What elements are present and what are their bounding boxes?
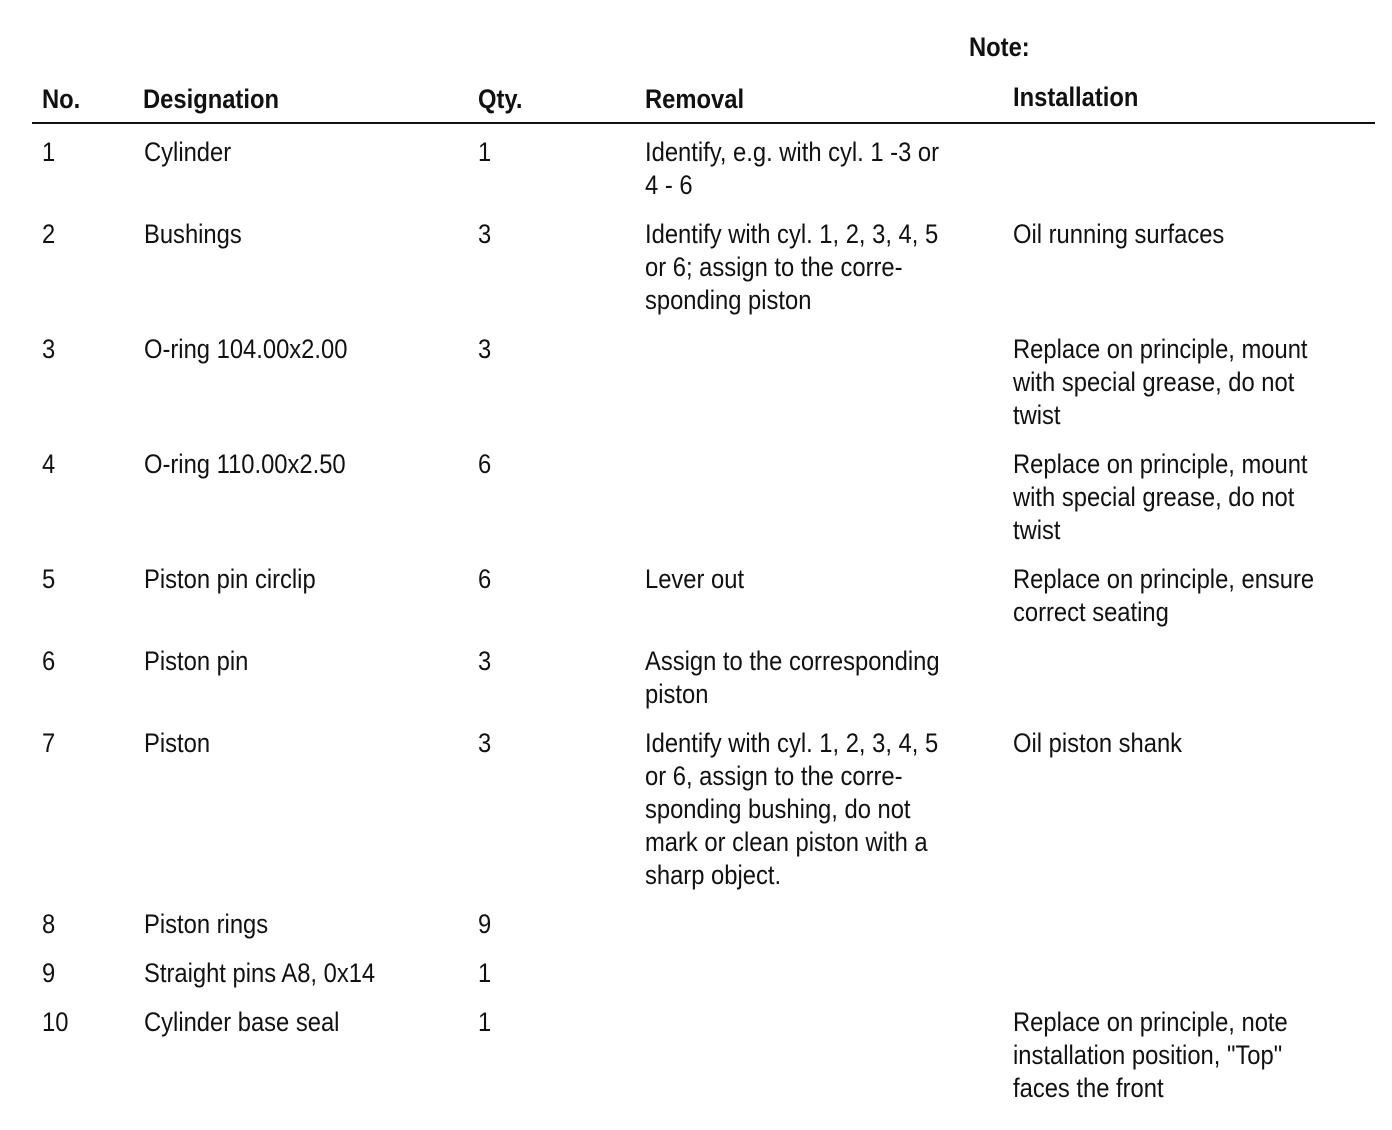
cell-removal	[645, 136, 939, 202]
header-designation: Designation	[143, 84, 279, 114]
cell-installation-line: with special grease, do not	[1013, 367, 1295, 397]
cell-removal-line: Lever out	[645, 564, 745, 594]
cell-designation: Cylinder base seal	[144, 1007, 340, 1037]
cell-installation	[1013, 218, 1224, 251]
cell-no: 3	[42, 334, 56, 364]
cell-installation-line: correct seating	[1013, 597, 1169, 627]
cell-no: 5	[42, 564, 56, 594]
cell-removal-line: Identify, e.g. with cyl. 1 -3 or	[645, 137, 940, 167]
cell-designation: Bushings	[144, 219, 242, 249]
note-label: Note:	[969, 32, 1030, 62]
cell-removal	[645, 218, 938, 317]
cell-installation-line: Replace on principle, mount	[1013, 334, 1308, 364]
header-rule	[32, 122, 1375, 124]
cell-qty: 3	[478, 334, 492, 364]
cell-designation: Cylinder	[144, 137, 232, 167]
cell-no: 6	[42, 646, 56, 676]
cell-designation: Straight pins A8, 0x14	[144, 958, 376, 988]
cell-installation-line: Replace on principle, note	[1013, 1007, 1288, 1037]
cell-removal-line: piston	[645, 679, 709, 709]
cell-removal-line: sponding bushing, do not	[645, 794, 911, 824]
cell-installation-line: faces the front	[1013, 1073, 1164, 1103]
cell-designation: Piston	[144, 728, 211, 758]
cell-designation: Piston rings	[144, 909, 269, 939]
cell-removal-line: Identify with cyl. 1, 2, 3, 4, 5	[645, 728, 939, 758]
cell-no: 8	[42, 909, 56, 939]
cell-no: 4	[42, 449, 56, 479]
cell-installation-line: installation position, "Top"	[1013, 1040, 1283, 1070]
cell-installation-line: twist	[1013, 400, 1061, 430]
cell-installation	[1013, 727, 1182, 760]
header-qty: Qty.	[478, 84, 523, 114]
cell-installation-line: Oil piston shank	[1013, 728, 1183, 758]
cell-removal-line: sharp object.	[645, 860, 782, 890]
cell-installation-line: twist	[1013, 515, 1061, 545]
cell-no: 9	[42, 958, 56, 988]
cell-installation	[1013, 1006, 1288, 1105]
cell-removal	[645, 727, 938, 892]
cell-installation	[1013, 448, 1308, 547]
cell-removal-line: mark or clean piston with a	[645, 827, 928, 857]
cell-qty: 9	[478, 909, 492, 939]
cell-designation: Piston pin	[144, 646, 249, 676]
cell-qty: 3	[478, 728, 492, 758]
cell-removal	[645, 563, 744, 596]
cell-designation: O-ring 104.00x2.00	[144, 334, 348, 364]
cell-removal-line: 4 - 6	[645, 170, 693, 200]
cell-designation: O-ring 110.00x2.50	[144, 449, 346, 479]
cell-installation	[1013, 333, 1308, 432]
cell-installation-line: Replace on principle, ensure	[1013, 564, 1315, 594]
cell-qty: 1	[478, 958, 492, 988]
cell-installation-line: with special grease, do not	[1013, 482, 1295, 512]
table-header	[0, 84, 1392, 120]
cell-installation-line: Oil running surfaces	[1013, 219, 1225, 249]
cell-no: 1	[42, 137, 56, 167]
header-installation: Installation	[1013, 82, 1139, 112]
cell-qty: 1	[478, 137, 492, 167]
cell-qty: 6	[478, 564, 492, 594]
cell-no: 7	[42, 728, 56, 758]
cell-qty: 1	[478, 1007, 492, 1037]
cell-qty: 3	[478, 219, 492, 249]
header-no: No.	[42, 84, 81, 114]
cell-qty: 6	[478, 449, 492, 479]
cell-removal-line: sponding piston	[645, 285, 812, 315]
cell-removal-line: Identify with cyl. 1, 2, 3, 4, 5	[645, 219, 939, 249]
cell-removal	[645, 645, 940, 711]
cell-removal-line: or 6; assign to the corre-	[645, 252, 903, 282]
cell-qty: 3	[478, 646, 492, 676]
cell-removal-line: or 6, assign to the corre-	[645, 761, 903, 791]
cell-designation: Piston pin circlip	[144, 564, 316, 594]
cell-removal-line: Assign to the corresponding	[645, 646, 940, 676]
cell-installation	[1013, 563, 1314, 629]
cell-installation-line: Replace on principle, mount	[1013, 449, 1308, 479]
cell-no: 10	[42, 1007, 69, 1037]
cell-no: 2	[42, 219, 56, 249]
header-removal: Removal	[645, 84, 745, 114]
